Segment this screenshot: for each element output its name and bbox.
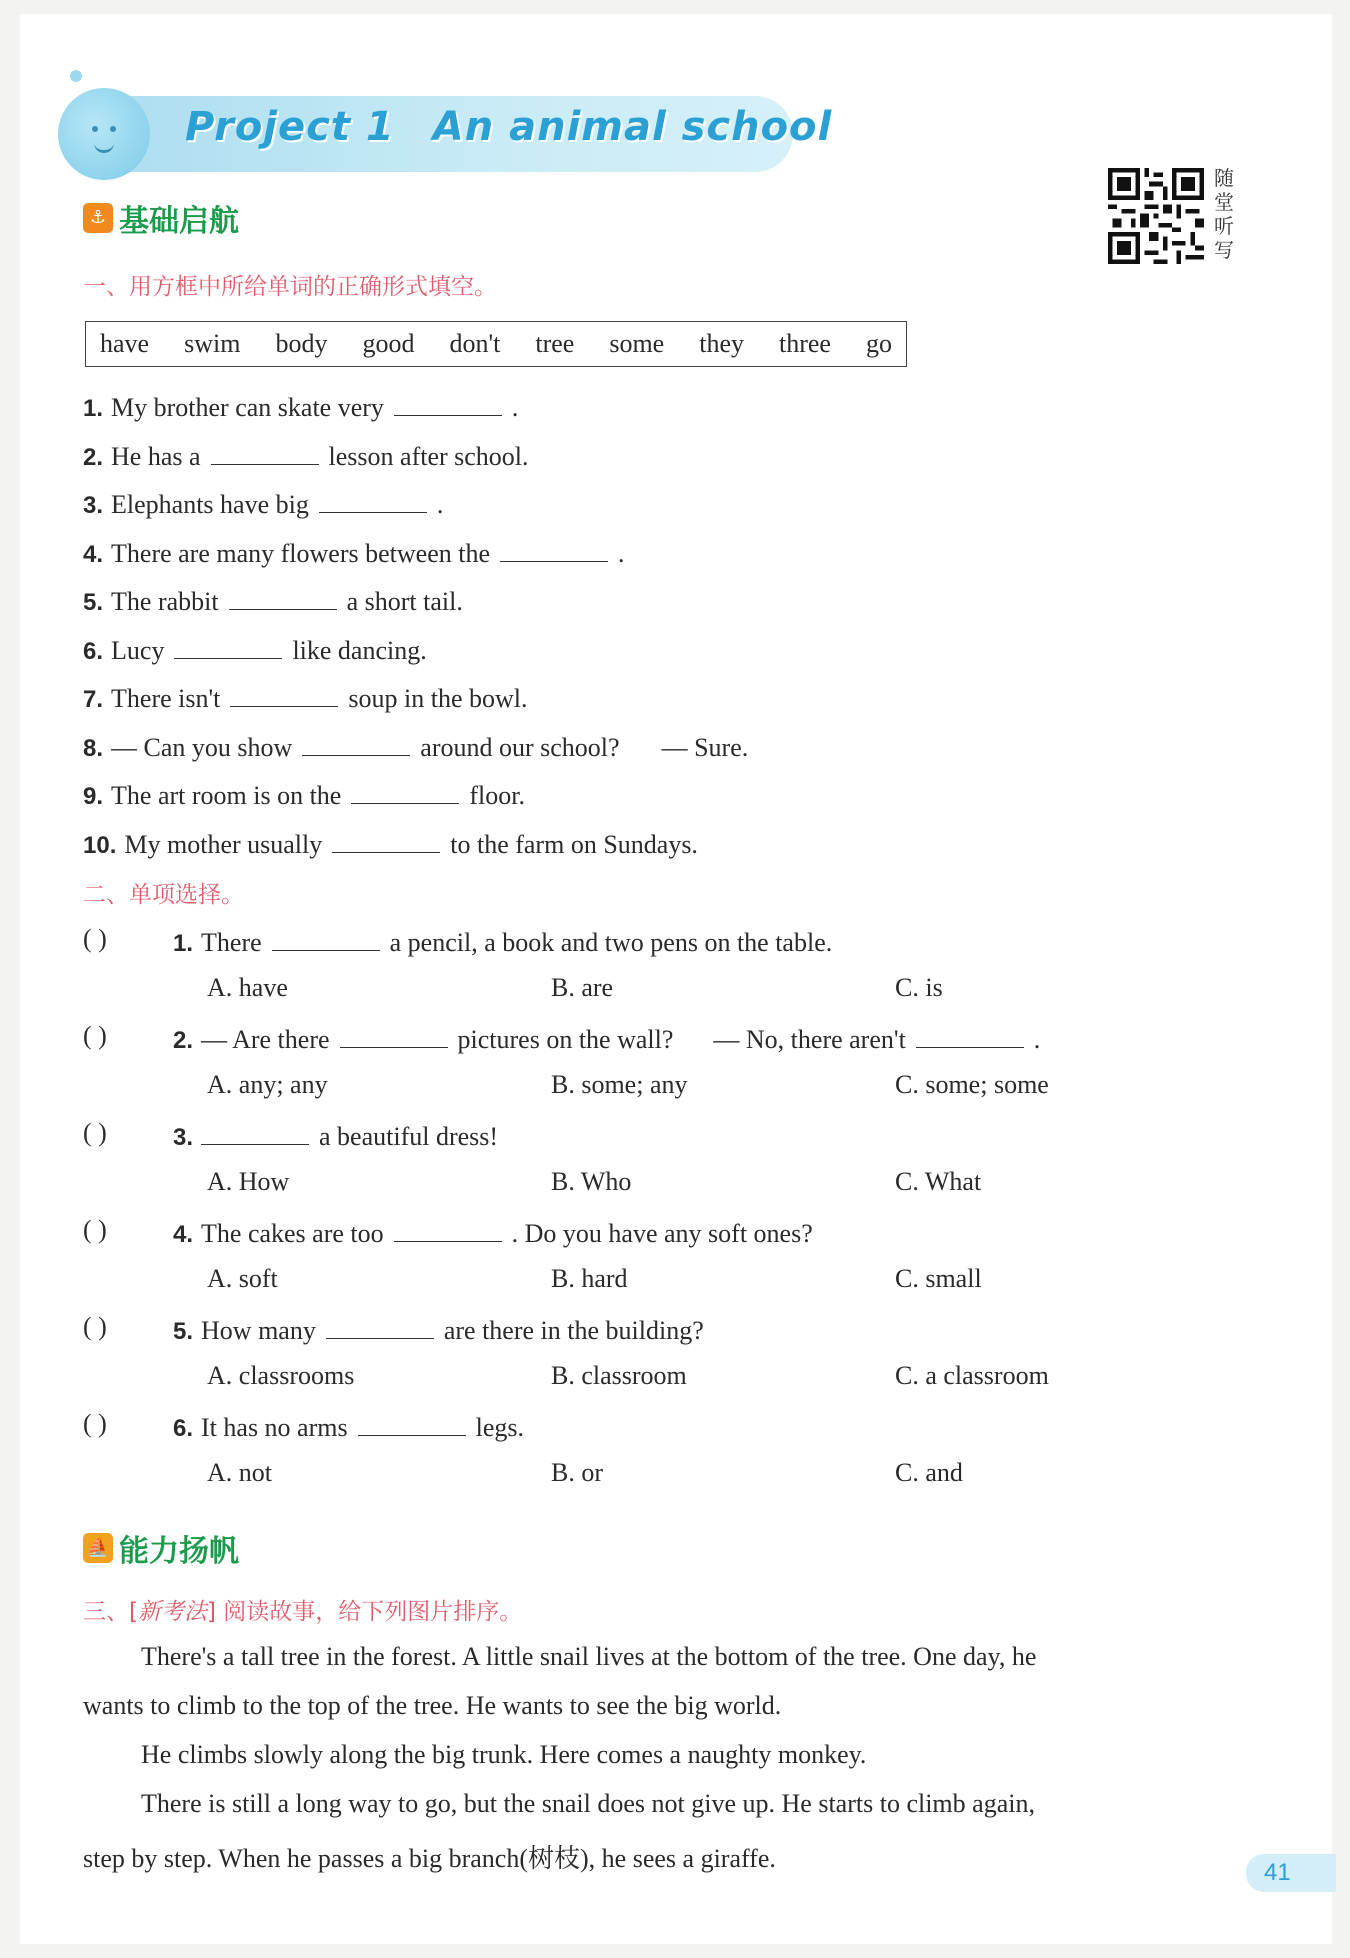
fill-item-10: 10. My mother usually to the farm on Sundays. <box>83 826 698 860</box>
anchor-icon: ⚓ <box>83 203 113 233</box>
answer-blank <box>201 1118 309 1145</box>
story-line: There is still a long way to go, but the snail does not give up. He starts to climb again, <box>141 1789 1035 1818</box>
answer-blank[interactable] <box>332 826 440 853</box>
option-a[interactable]: A. not <box>207 1458 272 1487</box>
word: have <box>100 329 150 358</box>
option-a[interactable]: A. have <box>207 973 288 1002</box>
choice-question-5: 5. How many are there in the building? <box>173 1312 704 1346</box>
answer-blank <box>272 924 380 951</box>
fill-item-4: 4. There are many flowers between the . <box>83 535 625 569</box>
new-question-tag: 新考法 <box>137 1599 207 1625</box>
answer-blank[interactable] <box>230 680 338 707</box>
answer-blank <box>340 1021 448 1048</box>
word: body <box>275 329 328 358</box>
answer-blank[interactable] <box>174 632 282 659</box>
answer-blank[interactable] <box>319 486 427 513</box>
answer-parens[interactable]: ( ) <box>83 1409 107 1438</box>
answer-blank[interactable] <box>351 777 459 804</box>
option-b[interactable]: B. are <box>551 973 614 1002</box>
word-box <box>85 321 907 367</box>
option-a[interactable]: A. soft <box>207 1264 278 1293</box>
fill-item-1: 1. My brother can skate very . <box>83 389 518 423</box>
answer-blank <box>326 1312 434 1339</box>
option-c[interactable]: C. a classroom <box>895 1361 1049 1390</box>
story-line: He climbs slowly along the big trunk. Here comes a naughty monkey. <box>141 1740 867 1769</box>
fill-item-9: 9. The art room is on the floor. <box>83 777 525 811</box>
option-b[interactable]: B. hard <box>551 1264 628 1293</box>
option-b[interactable]: B. Who <box>551 1167 632 1196</box>
option-c[interactable]: C. some; some <box>895 1070 1049 1099</box>
mascot-icon <box>58 88 150 180</box>
project-label: Project 1 <box>185 104 395 150</box>
section-ability-title: 能力扬帆 <box>119 1534 239 1569</box>
option-b[interactable]: B. classroom <box>551 1361 687 1390</box>
page-number: 41 <box>1246 1854 1336 1892</box>
qr-code-icon[interactable] <box>1108 168 1204 264</box>
word: three <box>778 329 831 358</box>
option-c[interactable]: C. small <box>895 1264 982 1293</box>
answer-parens[interactable]: ( ) <box>83 1021 107 1050</box>
fill-item-7: 7. There isn't soup in the bowl. <box>83 680 528 714</box>
choice-question-3: 3. a beautiful dress! <box>173 1118 498 1152</box>
part1-heading: 一、用方框中所给单词的正确形式填空。 <box>83 274 497 300</box>
choice-question-1: 1. There a pencil, a book and two pens on the table. <box>173 924 832 958</box>
option-b[interactable]: B. or <box>551 1458 603 1487</box>
fill-item-3: 3. Elephants have big . <box>83 486 443 520</box>
section-ability-header <box>83 1526 239 1570</box>
choice-question-2: 2. — Are there pictures on the wall? — No, there aren't . <box>173 1021 1040 1055</box>
fill-item-6: 6. Lucy like dancing. <box>83 632 427 666</box>
project-title: An animal school <box>432 104 833 150</box>
word: go <box>865 329 892 358</box>
word: tree <box>535 329 575 358</box>
choice-question-4: 4. The cakes are too . Do you have any soft ones? <box>173 1215 813 1249</box>
word: good <box>362 329 415 358</box>
option-a[interactable]: A. How <box>207 1167 290 1196</box>
option-c[interactable]: C. is <box>895 973 943 1002</box>
word: they <box>699 329 744 358</box>
answer-parens[interactable]: ( ) <box>83 1118 107 1147</box>
sail-icon: ⛵ <box>83 1533 113 1563</box>
page-title <box>185 104 832 150</box>
option-a[interactable]: A. classrooms <box>207 1361 355 1390</box>
fill-item-8: 8. — Can you show around our school? — Sure. <box>83 729 748 763</box>
choice-question-6: 6. It has no arms legs. <box>173 1409 524 1443</box>
answer-blank <box>358 1409 466 1436</box>
word: swim <box>184 329 241 358</box>
answer-parens[interactable]: ( ) <box>83 1215 107 1244</box>
answer-blank[interactable] <box>500 535 608 562</box>
option-c[interactable]: C. and <box>895 1458 963 1487</box>
option-c[interactable]: C. What <box>895 1167 982 1196</box>
answer-blank <box>394 1215 502 1242</box>
answer-blank[interactable] <box>302 729 410 756</box>
section-basic-header <box>83 196 239 240</box>
answer-blank[interactable] <box>211 438 319 465</box>
fill-item-5: 5. The rabbit a short tail. <box>83 583 463 617</box>
part3-heading: 三、[新考法] 阅读故事，给下列图片排序。 <box>83 1599 523 1625</box>
part2-heading: 二、单项选择。 <box>83 882 244 908</box>
story-line: step by step. When he passes a big branch(树枝), he sees a giraffe. <box>83 1844 776 1873</box>
fill-item-2: 2. He has a lesson after school. <box>83 438 529 472</box>
answer-blank[interactable] <box>229 583 337 610</box>
answer-blank[interactable] <box>394 389 502 416</box>
word: don't <box>449 329 501 358</box>
answer-parens[interactable]: ( ) <box>83 1312 107 1341</box>
option-a[interactable]: A. any; any <box>207 1070 328 1099</box>
story-line: There's a tall tree in the forest. A little snail lives at the bottom of the tree. One day, he <box>141 1642 1037 1671</box>
qr-label: 随堂听写 <box>1214 166 1234 262</box>
section-basic-title: 基础启航 <box>119 204 239 239</box>
word: some <box>609 329 665 358</box>
answer-blank <box>916 1021 1024 1048</box>
story-line: wants to climb to the top of the tree. He wants to see the big world. <box>83 1691 782 1720</box>
option-b[interactable]: B. some; any <box>551 1070 688 1099</box>
answer-parens[interactable]: ( ) <box>83 924 107 953</box>
